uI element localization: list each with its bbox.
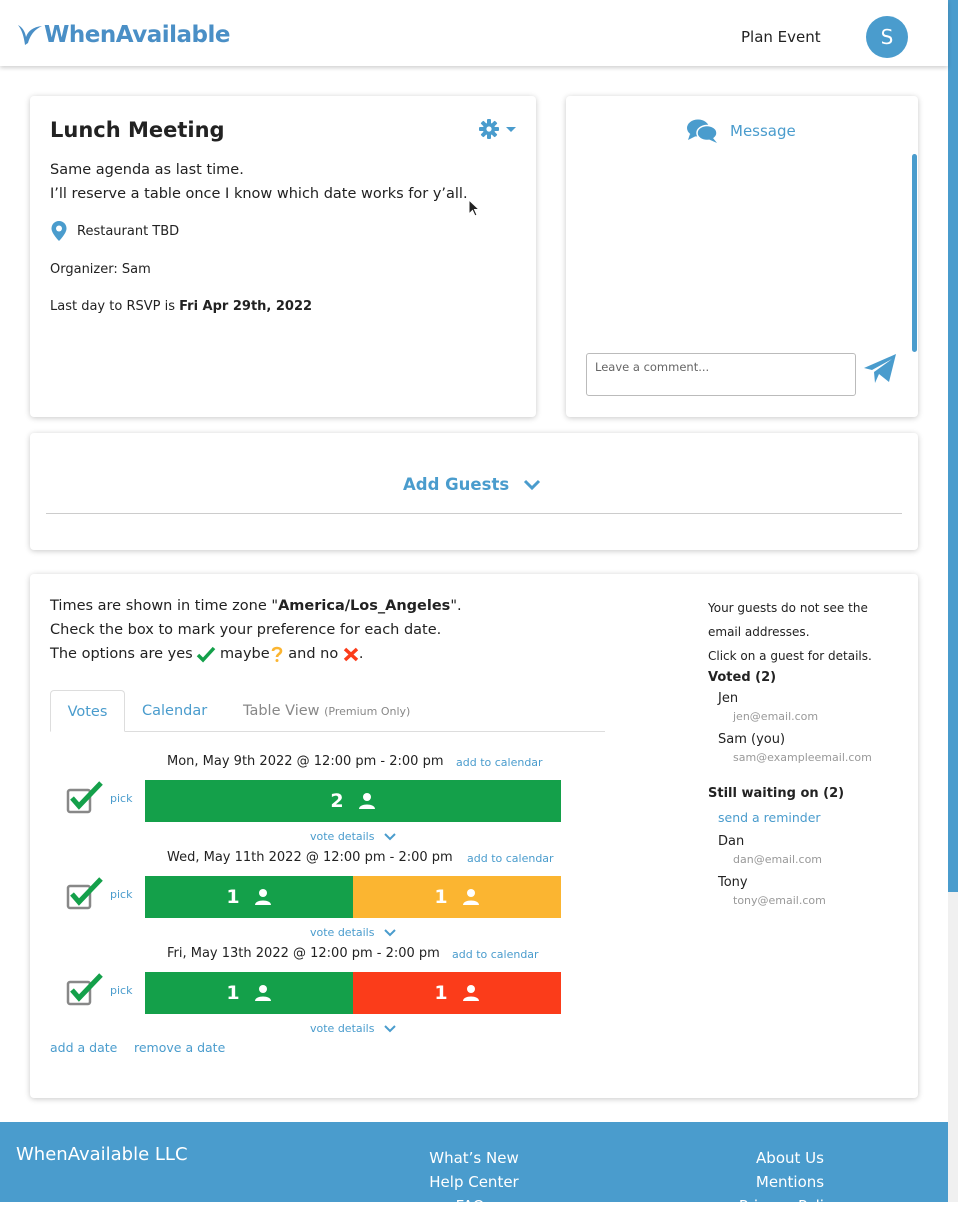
pick-label[interactable]: pick	[110, 792, 133, 805]
guest-name[interactable]: Tony	[718, 875, 748, 890]
comment-input[interactable]	[586, 353, 856, 396]
date-label: Fri, May 13th 2022 @ 12:00 pm - 2:00 pm	[167, 946, 440, 961]
event-description-line: I’ll reserve a table once I know which date works for y’all.	[50, 186, 468, 202]
chevron-down-icon	[384, 1025, 396, 1033]
tab-table-note: (Premium Only)	[324, 705, 411, 718]
tab-votes[interactable]: Votes	[50, 690, 125, 732]
pick-checkbox-icon[interactable]	[66, 876, 104, 910]
rsvp-deadline	[50, 299, 312, 314]
message-scrollbar[interactable]	[912, 154, 917, 352]
add-guests-label: Add Guests	[403, 475, 510, 494]
vote-details-label: vote details	[310, 926, 375, 939]
yes-segment	[145, 972, 353, 1014]
person-icon	[462, 888, 480, 906]
user-avatar[interactable]: S	[866, 16, 908, 58]
guest-email: tony@email.com	[733, 894, 826, 907]
chevron-down-icon	[384, 929, 396, 937]
footer-link-mentions[interactable]: Mentions	[755, 1173, 825, 1191]
event-description-line: Same agenda as last time.	[50, 162, 244, 178]
sidebar-note: Your guests do not see the	[708, 601, 868, 615]
person-icon	[254, 984, 272, 1002]
pick-checkbox-icon[interactable]	[66, 780, 104, 814]
tz-prefix: Times are shown in time zone "	[50, 598, 279, 614]
sidebar-note: email addresses.	[708, 625, 810, 639]
guest-name[interactable]: Jen	[718, 691, 739, 706]
tab-calendar[interactable]: Calendar	[142, 703, 208, 719]
top-header	[0, 0, 948, 66]
votes-card	[30, 574, 918, 1098]
vote-details-toggle[interactable]	[310, 926, 396, 939]
vote-details-label: vote details	[310, 1022, 375, 1035]
chat-bubbles-icon	[686, 118, 718, 144]
send-reminder-link[interactable]: send a reminder	[718, 810, 821, 825]
no-count: 1	[434, 982, 448, 1004]
rsvp-date: Fri Apr 29th, 2022	[179, 299, 313, 314]
person-icon	[358, 792, 376, 810]
remove-date-link[interactable]: remove a date	[134, 1040, 226, 1055]
tab-table-label: Table View	[243, 703, 320, 719]
options-end: .	[358, 646, 364, 662]
options-line	[50, 642, 462, 666]
page-scrollbar-thumb[interactable]	[948, 0, 958, 892]
message-header[interactable]	[686, 118, 796, 144]
add-to-calendar-link[interactable]: add to calendar	[467, 852, 554, 865]
add-guests-card	[30, 433, 918, 550]
footer	[0, 1122, 948, 1215]
footer-link-privacy-policy[interactable]: Privacy Policy	[738, 1197, 842, 1215]
options-prefix: The options are yes	[50, 646, 193, 662]
options-maybe: maybe	[219, 646, 270, 662]
instruction-line: Check the box to mark your preference for each date.	[50, 622, 442, 638]
add-guests-toggle[interactable]	[403, 475, 541, 494]
date-label: Wed, May 11th 2022 @ 12:00 pm - 2:00 pm	[167, 850, 453, 865]
message-label: Message	[730, 122, 796, 140]
date-option	[50, 850, 610, 946]
guest-name[interactable]: Sam (you)	[718, 732, 786, 747]
gear-dropdown-icon[interactable]	[478, 118, 518, 140]
add-to-calendar-link[interactable]: add to calendar	[456, 756, 543, 769]
guest-email: dan@email.com	[733, 853, 823, 866]
tab-table-view[interactable]	[243, 690, 443, 732]
yes-segment	[145, 876, 353, 918]
divider	[46, 513, 902, 514]
vote-details-toggle[interactable]	[310, 830, 396, 843]
vote-bar	[145, 972, 561, 1014]
add-to-calendar-link[interactable]: add to calendar	[452, 948, 539, 961]
guest-sidebar	[708, 596, 908, 907]
vote-bar	[145, 780, 561, 822]
location-text: Restaurant TBD	[77, 223, 180, 239]
guest-email: jen@email.com	[733, 710, 819, 723]
footer-company: WhenAvailable LLC	[16, 1144, 188, 1165]
map-pin-icon	[50, 220, 68, 242]
rsvp-prefix: Last day to RSVP is	[50, 299, 180, 314]
yes-count: 2	[330, 790, 344, 812]
event-description	[50, 158, 468, 206]
person-icon	[462, 984, 480, 1002]
footer-link-faqs[interactable]: FAQs	[455, 1197, 493, 1215]
logo[interactable]	[16, 20, 230, 50]
yes-count: 1	[226, 886, 240, 908]
chevron-down-icon	[384, 833, 396, 841]
yes-segment	[145, 780, 561, 822]
bird-logo-icon	[16, 21, 44, 49]
guest-name[interactable]: Dan	[718, 834, 745, 849]
yes-count: 1	[226, 982, 240, 1004]
no-x-icon	[343, 646, 359, 662]
pick-checkbox-icon[interactable]	[66, 972, 104, 1006]
no-segment	[353, 972, 561, 1014]
event-organizer: Organizer: Sam	[50, 262, 151, 277]
message-card	[566, 96, 918, 417]
person-icon	[254, 888, 272, 906]
plan-event-link[interactable]: Plan Event	[741, 28, 821, 46]
guest-email: sam@exampleemail.com	[733, 751, 872, 764]
vote-tabs	[50, 690, 605, 732]
footer-link-help-center[interactable]: Help Center	[429, 1173, 519, 1191]
timezone-line	[50, 594, 462, 618]
event-title: Lunch Meeting	[50, 118, 225, 142]
event-details-card	[30, 96, 536, 417]
timezone-name: America/Los_Angeles	[278, 598, 451, 614]
footer-column	[408, 1146, 540, 1218]
footer-column	[720, 1146, 860, 1218]
footer-link-whats-new[interactable]: What’s New	[429, 1149, 519, 1167]
event-location	[50, 220, 179, 242]
date-option	[50, 946, 610, 1042]
date-option	[50, 754, 610, 850]
yes-check-icon	[197, 646, 215, 662]
options-no: and no	[288, 646, 339, 662]
timezone-info	[50, 594, 462, 666]
pick-label[interactable]: pick	[110, 984, 133, 997]
vote-details-toggle[interactable]	[310, 1022, 396, 1035]
voted-header: Voted (2)	[708, 670, 777, 685]
brand-name: WhenAvailable	[44, 22, 230, 48]
pick-label[interactable]: pick	[110, 888, 133, 901]
maybe-segment	[353, 876, 561, 918]
mouse-cursor-icon	[468, 199, 482, 219]
sidebar-note: Click on a guest for details.	[708, 649, 872, 663]
vote-bar	[145, 876, 561, 918]
waiting-header: Still waiting on (2)	[708, 786, 845, 801]
maybe-count: 1	[434, 886, 448, 908]
send-paper-plane-icon[interactable]	[862, 352, 898, 386]
footer-link-about-us[interactable]: About Us	[756, 1149, 824, 1167]
chevron-down-icon	[523, 479, 541, 491]
vote-details-label: vote details	[310, 830, 375, 843]
maybe-question-icon	[270, 646, 284, 662]
date-label: Mon, May 9th 2022 @ 12:00 pm - 2:00 pm	[167, 754, 444, 769]
add-date-link[interactable]: add a date	[50, 1040, 118, 1055]
tz-suffix: ".	[450, 598, 462, 614]
